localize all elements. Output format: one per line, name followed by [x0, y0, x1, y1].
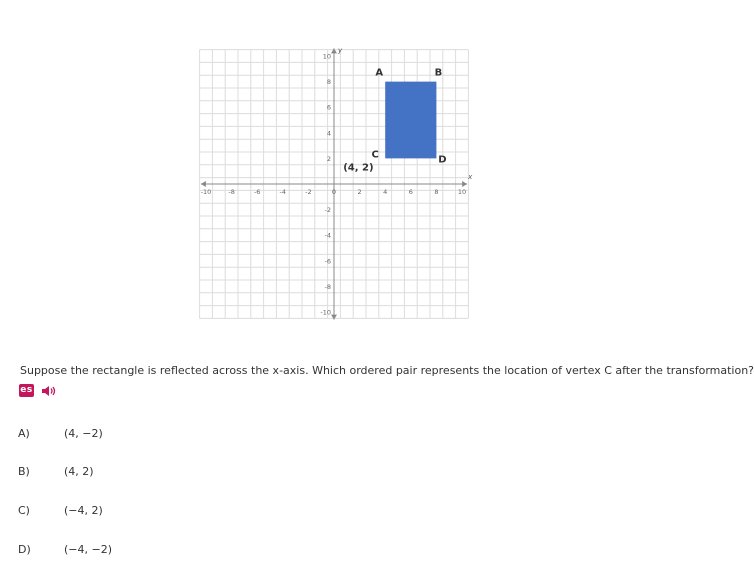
x-axis-label: x: [468, 173, 473, 181]
x-tick-label: -2: [305, 188, 312, 196]
x-tick-label: 2: [357, 188, 362, 196]
choice-text: (4, 2): [64, 465, 94, 478]
choice-letter: D): [18, 543, 31, 556]
y-tick-label: 4: [326, 129, 331, 138]
question-text: Suppose the rectangle is reflected across the x-axis. Which ordered pair represents the location of vertex C after the transformation?: [20, 364, 754, 377]
y-tick-label: -10: [320, 308, 331, 317]
y-tick-label: 10: [322, 52, 331, 61]
y-axis-arrow-down: [331, 315, 337, 320]
vertex-label-b: B: [434, 67, 443, 79]
x-tick-label: -6: [253, 188, 261, 196]
vertex-label-a: A: [375, 67, 384, 79]
speaker-icon[interactable]: [40, 383, 58, 397]
vertex-c-coordinate-label: (4, 2): [343, 162, 374, 174]
y-tick-label: 2: [326, 154, 331, 163]
x-tick-label: -10: [200, 188, 212, 196]
y-tick-label: -4: [324, 231, 331, 240]
x-axis-arrow-right: [462, 181, 467, 187]
choice-letter: A): [18, 427, 30, 440]
y-tick-label: -2: [324, 206, 331, 215]
choice-letter: C): [18, 504, 30, 517]
choice-text: (4, −2): [64, 427, 103, 440]
vertex-label-c: C: [371, 149, 379, 161]
x-tick-label: -4: [279, 188, 287, 196]
choice-letter: B): [18, 465, 30, 478]
y-tick-label: 6: [326, 103, 331, 112]
x-tick-label: 8: [434, 188, 439, 196]
y-axis-arrow-up: [331, 48, 337, 53]
x-tick-label: -8: [228, 188, 235, 196]
spanish-translation-icon[interactable]: es: [20, 384, 33, 395]
x-tick-label: 0: [331, 188, 337, 196]
x-axis-arrow-left: [201, 181, 206, 187]
choice-text: (−4, −2): [64, 543, 113, 556]
y-axis-label: y: [338, 46, 343, 55]
y-tick-label: -8: [324, 282, 331, 291]
y-tick-label: -6: [324, 257, 331, 266]
y-tick-label: 8: [326, 78, 331, 87]
vertex-label-d: D: [438, 154, 447, 166]
x-tick-label: 6: [408, 188, 413, 196]
rectangle-shape: [385, 82, 436, 159]
x-tick-label: 4: [383, 188, 388, 196]
x-tick-label: 10: [457, 188, 467, 196]
choice-text: (−4, 2): [64, 504, 103, 517]
accessibility-tools: [19, 383, 58, 397]
